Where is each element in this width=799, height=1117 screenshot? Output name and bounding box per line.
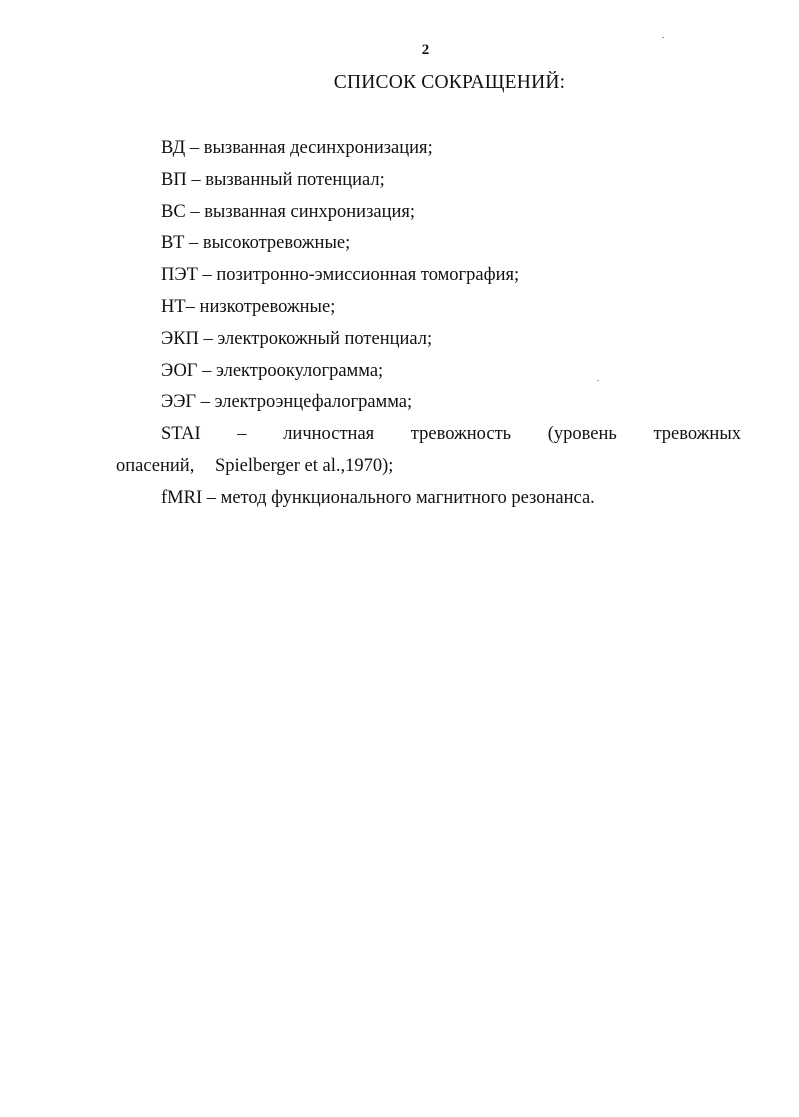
abbreviation-item [116,228,741,260]
abbreviation-term: ЭОГ [161,360,198,381]
abbreviation-item [116,387,741,419]
abbreviation-item [116,356,741,388]
abbreviation-item [116,133,741,165]
dash: – [200,392,210,413]
abbreviation-definition: электроокулограмма; [216,360,384,381]
abbreviation-definition: электроэнцефалограмма; [214,392,413,413]
abbreviation-item [116,483,741,515]
abbreviation-item [116,292,741,324]
dash: – [202,265,212,286]
abbreviation-term: STAI [161,424,201,445]
dash: – [203,328,213,349]
abbreviation-definition: низкотревожные; [199,296,336,317]
abbreviation-definition: вызванная синхронизация; [204,201,416,222]
abbreviation-term: ВП [161,169,187,190]
abbreviation-term: ЭКП [161,328,199,349]
abbreviation-definition: позитронно-эмиссионная томография; [216,265,520,286]
abbreviation-definition: метод функционального магнитного резонанса. [220,487,595,508]
abbreviation-definition: вызванная десинхронизация; [203,138,433,158]
abbreviation-item [116,419,741,483]
abbreviation-list [116,133,741,515]
abbreviation-item [116,165,741,197]
dash: – [189,233,199,254]
abbreviation-definition: личностная тревожность (уровень тревожных опасений, [116,424,742,476]
abbreviation-term: ВС [161,201,186,222]
abbreviation-definition: вызванный потенциал; [205,169,385,190]
abbreviation-term: ВТ [161,233,185,254]
dash: – [189,138,200,158]
abbreviation-term: fMRI [161,487,203,508]
abbreviation-term: ПЭТ [161,265,198,286]
abbreviation-term: ЭЭГ [161,392,197,413]
dash: – [191,169,201,190]
dash: – [237,424,247,445]
abbreviation-term: ВД [161,138,186,158]
dash: – [206,487,216,508]
abbreviation-item [116,324,741,356]
abbreviation-definition: электрокожный потенциал; [217,328,433,349]
page-number: 2 [421,42,430,58]
abbreviation-definition: высокотревожные; [202,233,351,254]
abbreviation-definition-continuation: Spielberger et al.,1970); [214,455,394,476]
scan-speck [662,37,664,38]
dash: – [202,360,212,381]
page-title: СПИСОК СОКРАЩЕНИЙ: [333,72,566,93]
abbreviation-term: НТ [161,296,186,317]
abbreviation-item [116,260,741,292]
abbreviation-item [116,197,741,229]
dash: – [185,296,195,317]
dash: – [190,201,200,222]
